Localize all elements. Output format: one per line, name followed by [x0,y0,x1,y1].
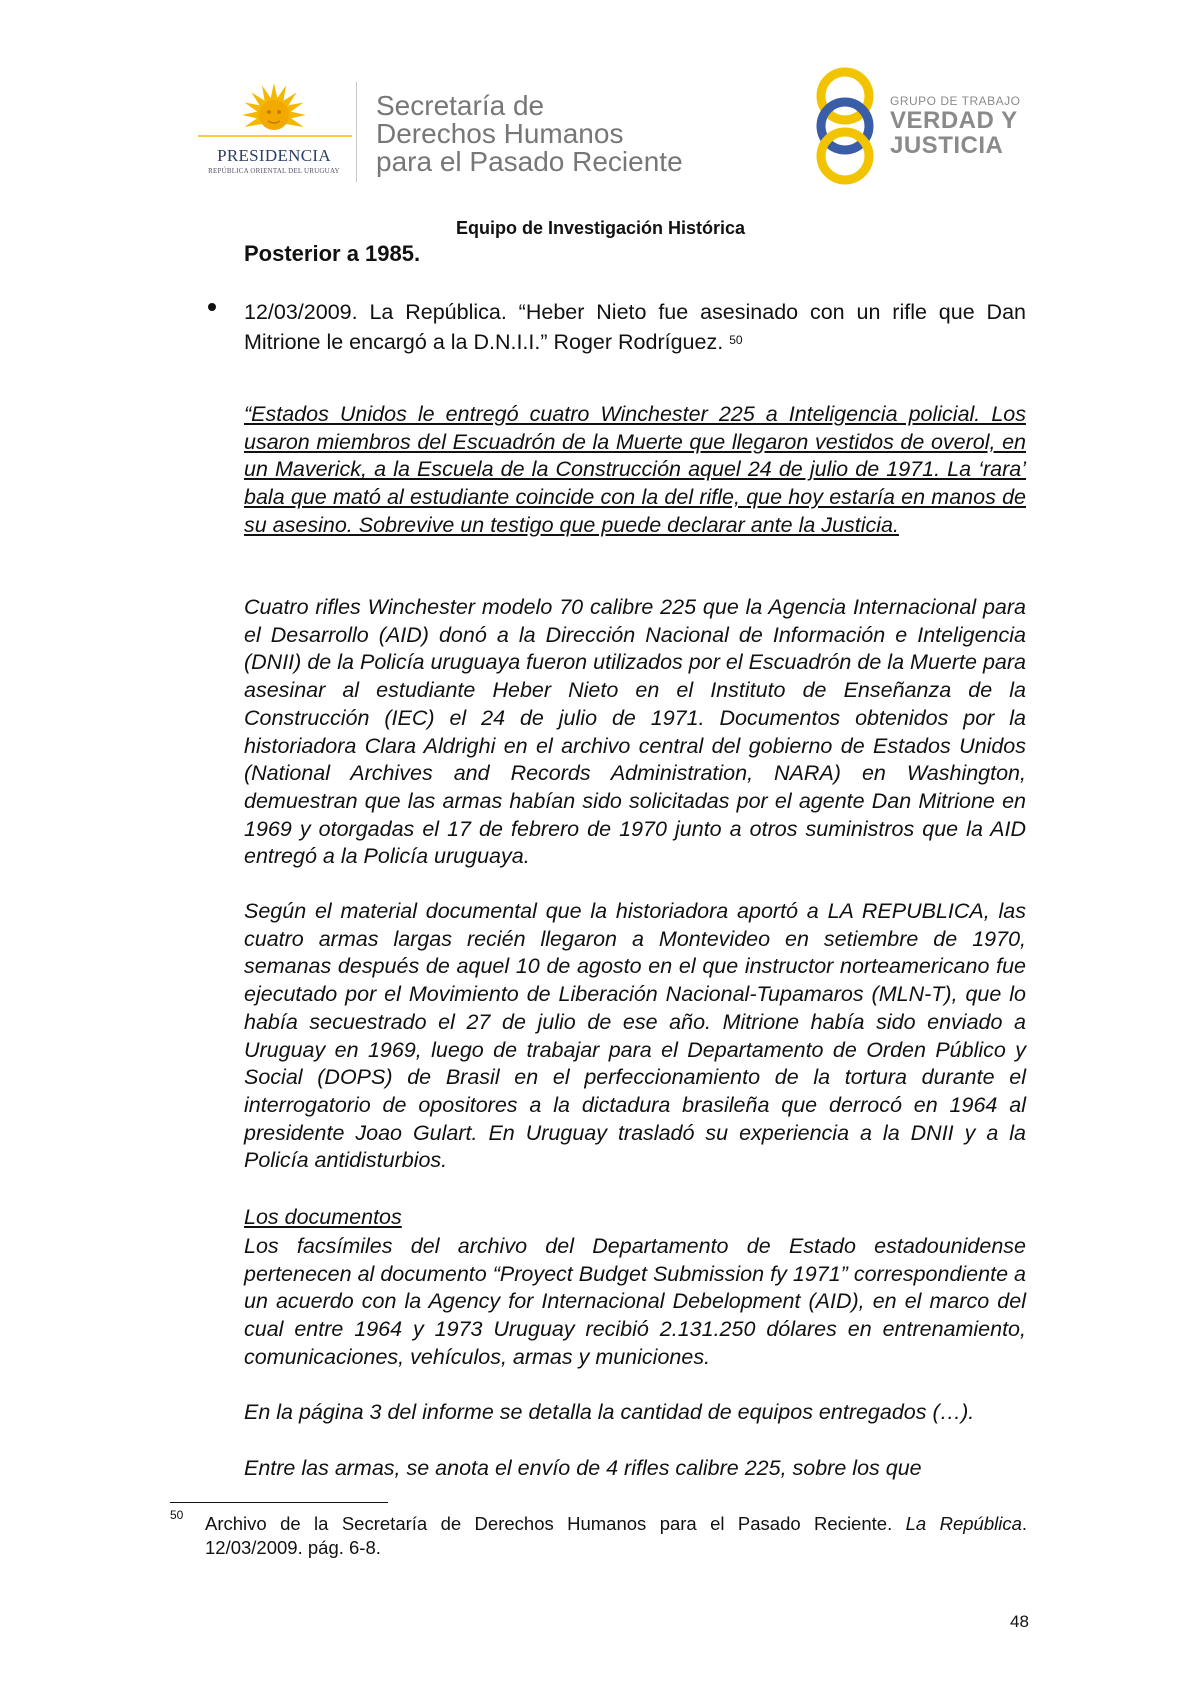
secretaria-title [376,92,683,176]
article-paragraph-2: Según el material documental que la historiadora aportó a LA REPUBLICA, las cuatro armas largas recién llegaron a Montevideo en setiembre de 1970, semanas después de aquel 10 de agosto en el que instructor norteamericano fue ejecutado por el Movimiento de Liberación Nacional-Tupamaros (MLN-T), que lo había secuestrado el 27 de julio de ese año. Mitrione había sido enviado a Uruguay en 1969, luego de trabajar para el Departamento de Orden Público y Social (DOPS) de Brasil en el perfeccionamiento de la tortura durante el interrogatorio de opositores a la dictadura brasileña que derrocó en 1964 al presidente Joao Gulart. En Uruguay trasladó su experiencia a la DNII y a la Policía antidisturbios. [244,899,1026,1173]
footnote-separator [170,1502,388,1503]
article-paragraph-5: Entre las armas, se anota el envío de 4 rifles calibre 225, sobre los que [244,1456,922,1480]
page-number: 48 [1010,1612,1029,1631]
gtvj-line-3: JUSTICIA [890,132,1004,159]
gtvj-line-1: GRUPO DE TRABAJO [890,94,1021,108]
subheading-documentos: Los documentos [244,1205,402,1229]
bullet-entry-text: 12/03/2009. La República. “Heber Nieto fue asesinado con un rifle que Dan Mitrione le encargó a la D.N.I.I.” Roger Rodríguez. [244,300,1026,354]
bullet-entry [244,297,1026,357]
footnote-text [205,1512,1027,1560]
secretaria-line-1: Secretaría de [376,90,545,121]
team-heading: Equipo de Investigación Histórica [455,218,746,238]
grupo-trabajo-title [890,94,1020,158]
footnote-text-prefix: Archivo de la Secretaría de Derechos Humanos para el Pasado Reciente. [205,1513,893,1534]
secretaria-line-3: para el Pasado Reciente [376,146,683,177]
footnote-number: 50 [170,1508,184,1522]
footnote-text-suffix: . 12/03/2009. pág. 6-8. [205,1513,1028,1558]
presidencia-subtitle: REPÚBLICA ORIENTAL DEL URUGUAY [208,167,340,175]
footnote-publication: La República [905,1513,1022,1534]
quote-lead: “Estados Unidos le entregó cuatro Winchester 225 a Inteligencia policial. Los usaron miembros del Escuadrón de la Muerte que llegaron vestidos de overol, en un Maverick, a la Escuela de la Construcción aquel 24 de julio de 1971. La ‘rara’ bala que mató al estudiante coincide con la del rifle, que hoy estaría en manos de su asesino. Sobrevive un testigo que puede declarar ante la Justicia. [244,402,1026,537]
presidencia-name: PRESIDENCIA [217,146,331,165]
secretaria-line-2: Derechos Humanos [376,118,624,149]
gtvj-line-2: VERDAD Y [890,107,1018,134]
section-heading: Posterior a 1985. [244,241,421,266]
article-paragraph-1: Cuatro rifles Winchester modelo 70 calibre 225 que la Agencia Internacional para el Desarrollo (AID) donó a la Dirección Nacional de Información e Inteligencia (DNII) de la Policía uruguaya fueron utilizados por el Escuadrón de la Muerte para asesinar al estudiante Heber Nieto en el Instituto de Enseñanza de la Construcción (IEC) el 24 de julio de 1971. Documentos obtenidos por la historiadora Clara Aldrighi en el archivo central del gobierno de Estados Unidos (National Archives and Records Administration, NARA) en Washington, demuestran que las armas habían sido solicitadas por el agente Dan Mitrione en 1969 y otorgadas el 17 de febrero de 1970 junto a otros suministros que la AID entregó a la Policía uruguaya. [244,595,1026,869]
header-divider [356,82,357,182]
article-paragraph-3: Los facsímiles del archivo del Departamento de Estado estadounidense pertenecen al documento “Proyect Budget Submission fy 1971” correspondiente a un acuerdo con la Agency for Internacional Debelopment (AID), en el marco del cual entre 1964 y 1973 Uruguay recibió 2.131.250 dólares en entrenamiento, comunicaciones, vehículos, armas y municiones. [244,1234,1026,1369]
bullet-icon [208,303,216,311]
article-paragraph-4: En la página 3 del informe se detalla la cantidad de equipos entregados (…). [244,1400,975,1424]
footnote-reference[interactable]: 50 [729,333,743,347]
